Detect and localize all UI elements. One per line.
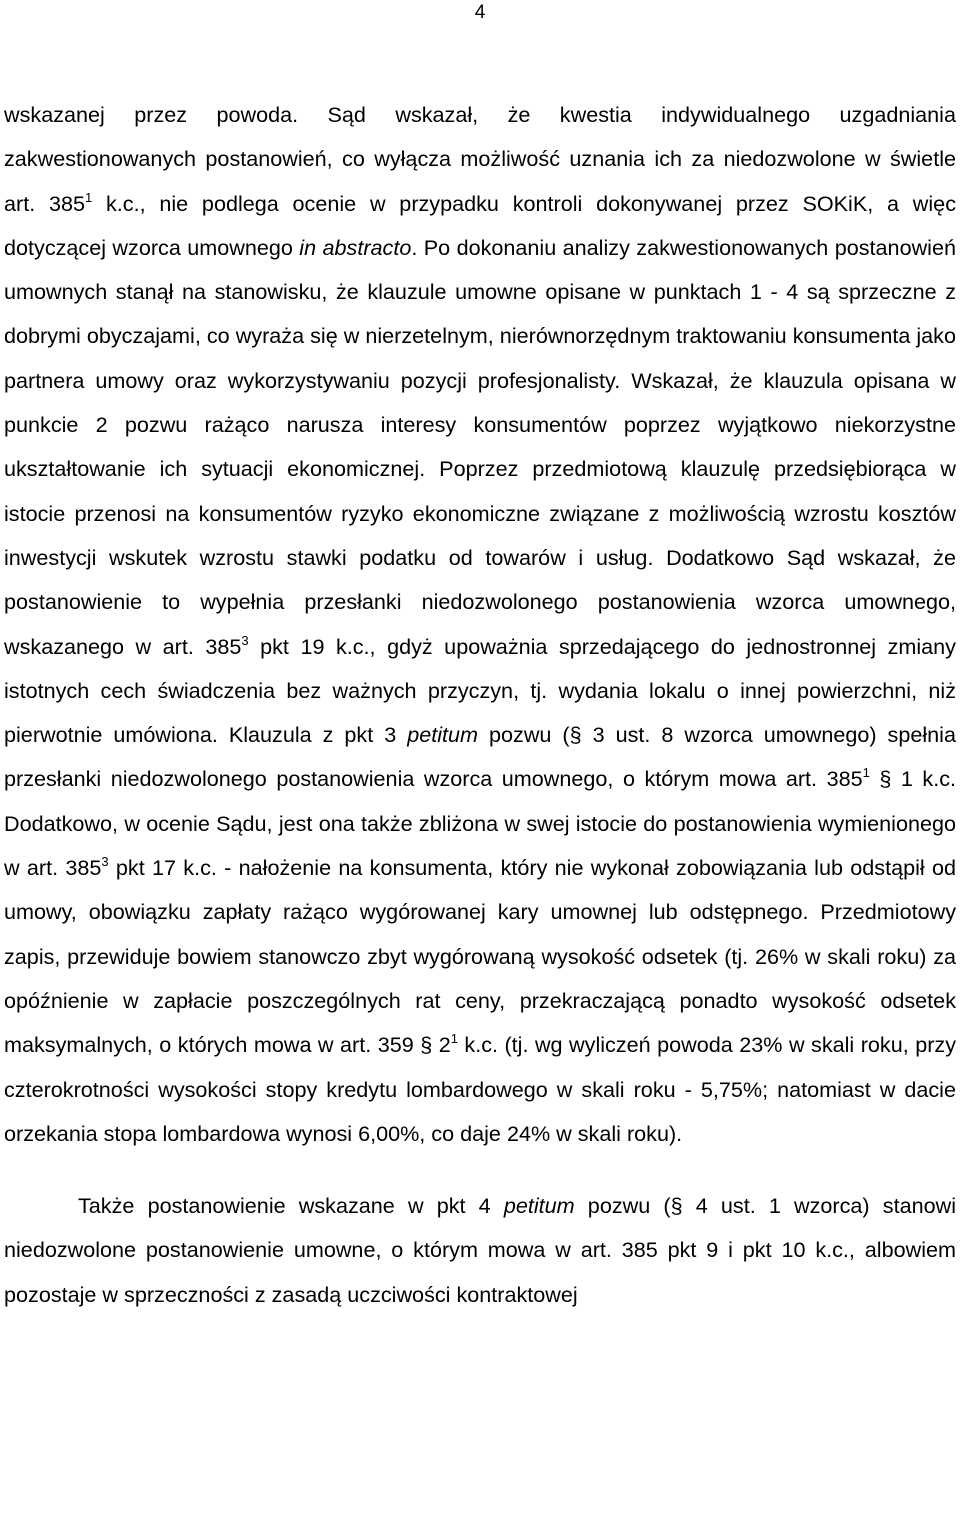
text-segment: pkt 19 k.c., gdyż upoważnia sprzedającego do jednostronnej zmiany istotnych cech świadczenia bez ważnych przyczyn, tj. wydania lokalu o innej powierzchni, niż pierwotnie umówiona. Klauzula z pkt 3 bbox=[4, 633, 956, 748]
superscript: 1 bbox=[450, 1031, 458, 1047]
paragraph-1 bbox=[4, 93, 956, 1156]
superscript: 1 bbox=[862, 765, 870, 781]
document-body bbox=[4, 93, 956, 1317]
text-segment: k.c. (tj. wg wyliczeń powoda 23% w skali roku, przy czterokrotności wysokości stopy kredytu lombardowego w skali roku - 5,75%; natomiast w dacie orzekania stopa lombardowa wynosi 6,00%, co daje 24% w skali roku). bbox=[4, 1032, 956, 1146]
text-segment: . Po dokonaniu analizy zakwestionowanych postanowień umownych stanął na stanowisku, że klauzule umowne opisane w punktach 1 - 4 są sprzeczne z dobrymi obyczajami, co wyraża się w nierzetelnym, nierównorzędnym traktowaniu konsumenta jako partnera umowy oraz wykorzystywaniu pozycji profesjonalisty. Wskazał, że klauzula opisana w punkcie 2 pozwu rażąco narusza interesy konsumentów poprzez wyjątkowo niekorzystne ukształtowanie ich sytuacji ekonomicznej. Poprzez przedmiotową klauzulę przedsiębiorąca w istocie przenosi na konsumentów ryzyko ekonomiczne związane z możliwością wzrostu kosztów inwestycji wskutek wzrostu stawki podatku od towarów i usług. Dodatkowo Sąd wskazał, że postanowienie to wypełnia przesłanki niedozwolonego postanowienia wzorca umownego, wskazanego w art. 385 bbox=[4, 234, 956, 659]
text-segment: pozwu (§ 3 ust. 8 wzorca umownego) spełnia przesłanki niedozwolonego postanowienia wzorca umownego, o którym mowa art. 385 bbox=[4, 722, 956, 792]
italic-term: petitum bbox=[407, 722, 479, 748]
text-segment: k.c., nie podlega ocenie w przypadku kontroli dokonywanej przez SOKiK, a więc dotyczącej wzorca umownego bbox=[4, 190, 956, 260]
italic-term: in abstracto bbox=[299, 234, 412, 260]
superscript: 3 bbox=[241, 632, 249, 648]
text-segment: Także postanowienie wskazane w pkt 4 bbox=[78, 1193, 504, 1219]
text-segment: pkt 17 k.c. - nałożenie na konsumenta, który nie wykonał zobowiązania lub odstąpił od umowy, obowiązku zapłaty rażąco wygórowanej kary umownej lub odstępnego. Przedmiotowy zapis, przewiduje bowiem stanowczo zbyt wygórowaną wysokość odsetek (tj. 26% w skali roku) za opóźnienie w zapłacie poszczególnych rat ceny, przekraczającą ponadto wysokość odsetek maksymalnych, o których mowa w art. 359 § 2 bbox=[4, 855, 956, 1058]
paragraph-2 bbox=[4, 1184, 956, 1317]
page-number: 4 bbox=[474, 2, 486, 23]
superscript: 3 bbox=[101, 854, 109, 870]
italic-term: petitum bbox=[503, 1193, 575, 1219]
superscript: 1 bbox=[85, 189, 93, 205]
text-segment: pozwu (§ 4 ust. 1 wzorca) stanowi niedozwolone postanowienie umowne, o którym mowa w art. 385 pkt 9 i pkt 10 k.c., albowiem pozostaje w sprzeczności z zasadą uczciwości kontraktowej bbox=[4, 1193, 956, 1307]
text-segment: § 1 k.c. Dodatkowo, w ocenie Sądu, jest ona także zbliżona w swej istocie do postanowienia wymienionego w art. 385 bbox=[4, 766, 956, 881]
text-segment: wskazanej przez powoda. Sąd wskazał, że kwestia indywidualnego uzgadniania zakwestionowanych postanowień, co wyłącza możliwość uznania ich za niedozwolone w świetle art. 385 bbox=[4, 102, 956, 216]
